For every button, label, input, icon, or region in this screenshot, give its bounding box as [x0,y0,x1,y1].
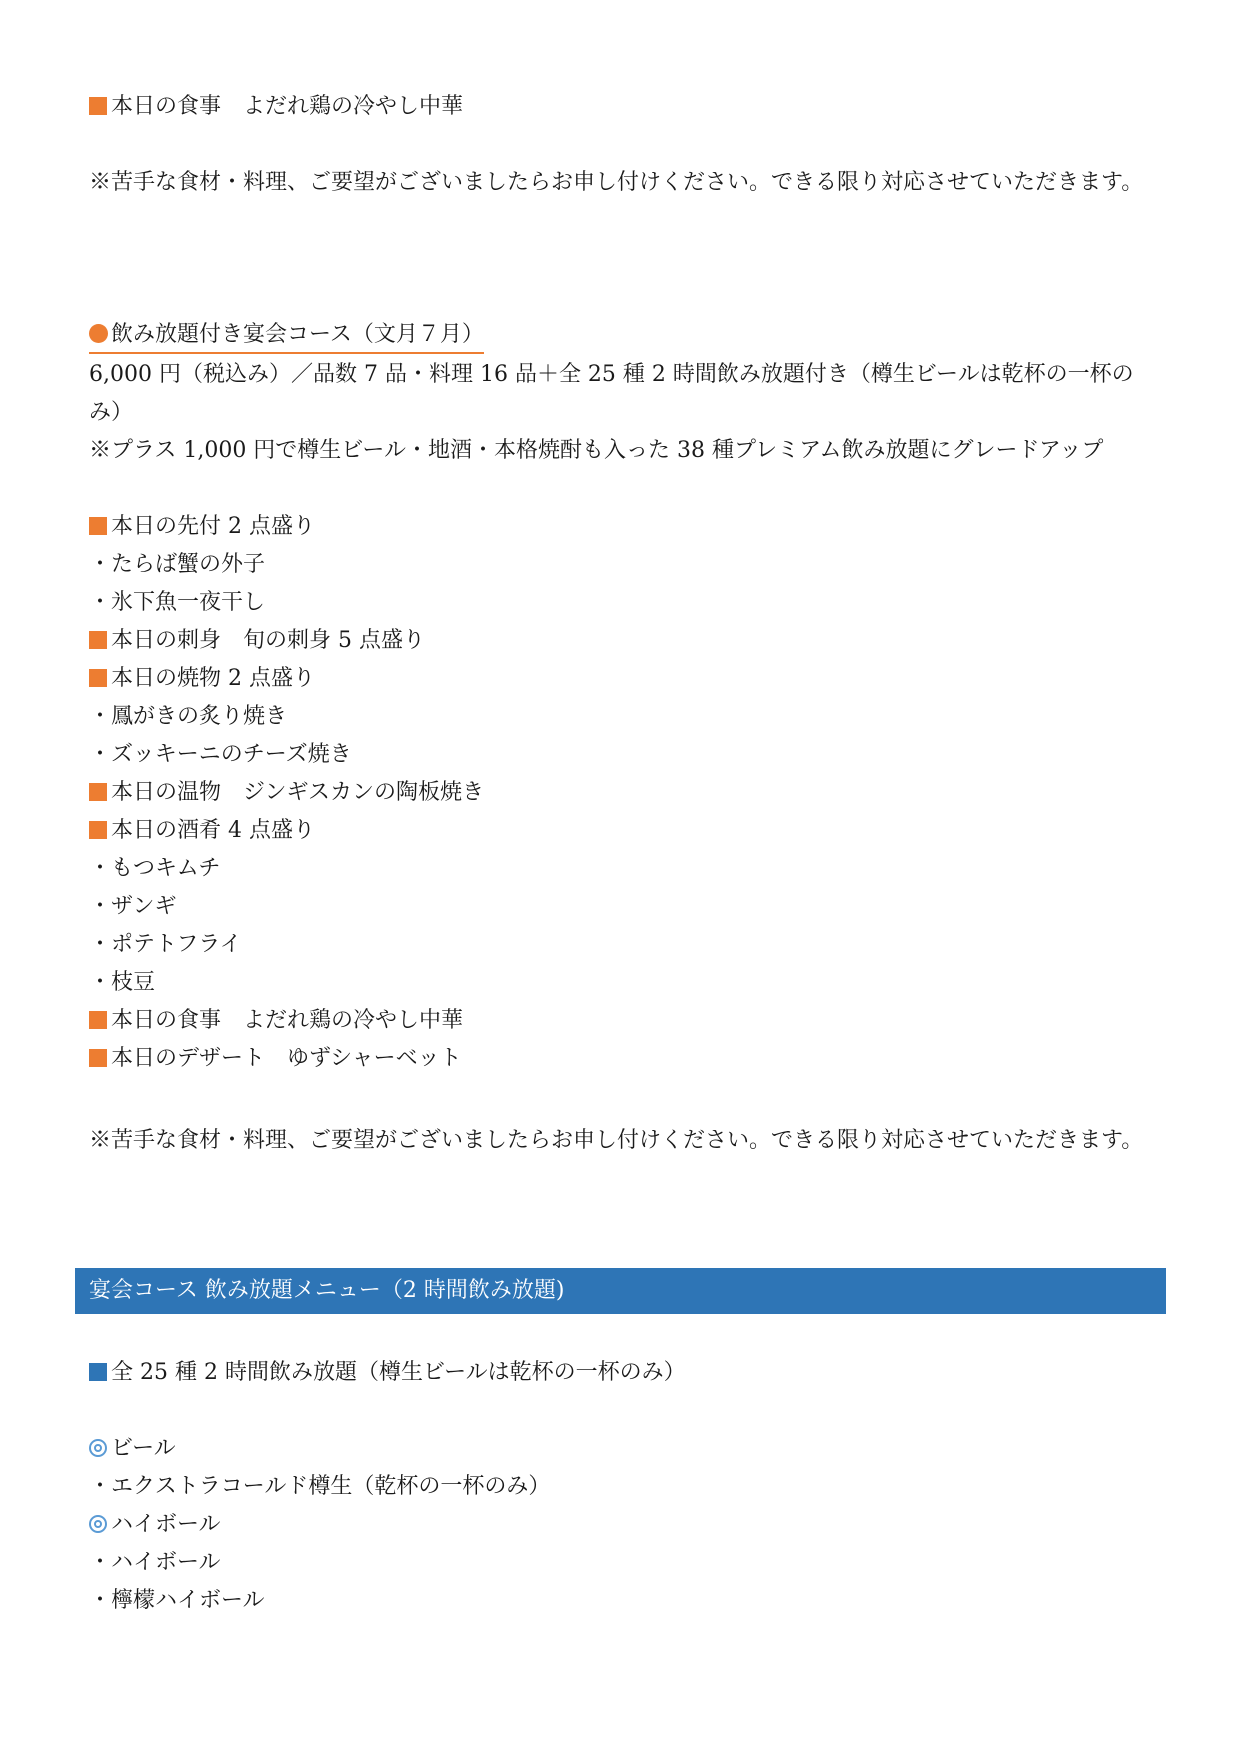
course-item-label: ・枝豆 [89,970,156,995]
meal-line: 本日の食事 よだれ鶏の冷やし中華 [89,88,1151,126]
course-item-label: 本日の温物 ジンギスカンの陶板焼き [111,780,485,805]
course-item-label: ・たらば蟹の外子 [89,552,266,577]
course-title: 飲み放題付き宴会コース（文月７月） [89,319,484,354]
course-item-label: 本日の先付 2 点盛り [111,514,315,539]
course-item [89,964,1151,1002]
orange-circle-icon [89,324,108,343]
course-item-label: 本日のデザート ゆずシャーベット [111,1046,462,1071]
double-circle-icon [89,1439,107,1457]
course-item [89,888,1151,926]
course-item [89,1040,1151,1078]
course-upgrade-note: ※プラス 1,000 円で樽生ビール・地酒・本格焼酎も入った 38 種プレミアム飲み放題にグレードアップ [89,438,1104,463]
course-item [89,774,1151,812]
course-item-label: ・ポテトフライ [89,932,242,957]
course-item [89,622,1151,660]
orange-square-icon [89,97,107,115]
course-item-label: 本日の食事 よだれ鶏の冷やし中華 [111,1008,464,1033]
course-heading [89,316,1151,354]
course-item-label: 本日の酒肴 4 点盛り [111,818,315,843]
beer-heading: ビール [89,1430,1151,1468]
course-item-label: ・もつキムチ [89,856,221,881]
orange-square-icon [89,1049,107,1067]
course-item-label: ・ザンギ [89,894,177,919]
course-item-label: 本日の刺身 旬の刺身 5 点盛り [111,628,425,653]
course-item-label: ・ズッキーニのチーズ焼き [89,742,352,767]
course-price: 6,000 円（税込み）／品数 7 品・料理 16 品＋全 25 種 2 時間飲み放題付き（樽生ビールは乾杯の一杯のみ） [89,362,1134,425]
course-request-note: ※苦手な食材・料理、ご要望がございましたらお申し付けください。できる限り対応させていただきます。 [89,1128,1144,1153]
highball-heading: ハイボール [89,1506,1151,1544]
course-item [89,812,1151,850]
course-item [89,850,1151,888]
course-item [89,736,1151,774]
blue-square-icon [89,1363,107,1381]
beer-item: ・エクストラコールド樽生（乾杯の一杯のみ） [89,1474,551,1499]
request-note: ※苦手な食材・料理、ご要望がございましたらお申し付けください。できる限り対応させていただきます。 [89,170,1144,195]
course-item [89,584,1151,622]
course-item [89,698,1151,736]
orange-square-icon [89,783,107,801]
highball-item: ・檸檬ハイボール [89,1588,265,1613]
course-item-label: 本日の焼物 2 点盛り [111,666,315,691]
orange-square-icon [89,669,107,687]
orange-square-icon [89,631,107,649]
course-item [89,1002,1151,1040]
drinks-plan: 全 25 種 2 時間飲み放題（樽生ビールは乾杯の一杯のみ） [89,1354,1151,1392]
course-item-label: ・鳳がきの炙り焼き [89,704,288,729]
highball-item: ・ハイボール [89,1550,221,1575]
drinks-menu-banner: 宴会コース 飲み放題メニュー（2 時間飲み放題) [75,1268,1166,1314]
course-item [89,660,1151,698]
course-item [89,546,1151,584]
course-item [89,508,1151,546]
course-item-label: ・氷下魚一夜干し [89,590,266,615]
orange-square-icon [89,517,107,535]
course-item [89,926,1151,964]
double-circle-icon [89,1515,107,1533]
orange-square-icon [89,821,107,839]
orange-square-icon [89,1011,107,1029]
